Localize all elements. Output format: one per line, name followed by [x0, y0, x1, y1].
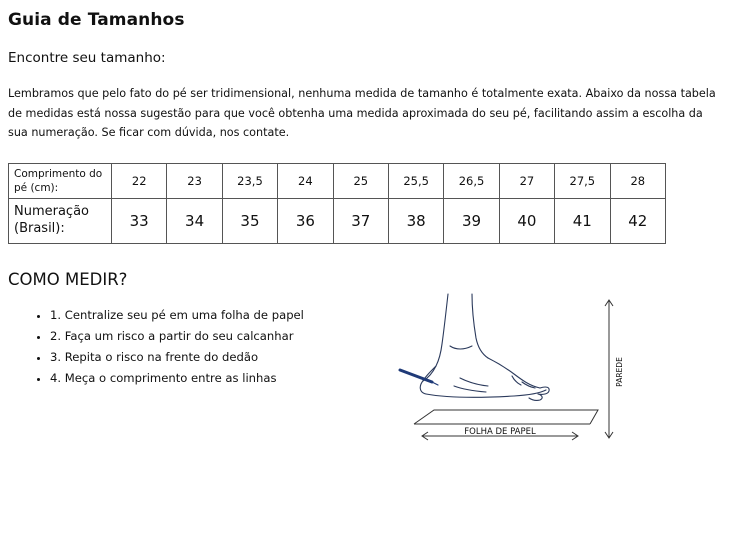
cell-size-7: 40 [499, 199, 554, 244]
list-item: • 3. Repita o risco na frente do dedão [50, 347, 742, 368]
list-item: • 2. Faça um risco a partir do seu calcanhar [50, 326, 742, 347]
figure-label-wall: PAREDE [615, 357, 624, 387]
row-label-size: Numeração (Brasil): [9, 199, 112, 244]
cell-size-2: 35 [222, 199, 277, 244]
list-item: • 1. Centralize seu pé em uma folha de papel [50, 305, 742, 326]
section-subtitle: Encontre seu tamanho: [8, 50, 166, 66]
cell-length-3: 24 [278, 163, 333, 198]
cell-length-1: 23 [167, 163, 222, 198]
cell-size-0: 33 [112, 199, 167, 244]
cell-size-8: 41 [555, 199, 610, 244]
list-item: • 4. Meça o comprimento entre as linhas [50, 368, 742, 389]
measurement-diagram [390, 286, 640, 451]
cell-length-9: 28 [610, 163, 665, 198]
row-label-length: Comprimento do pé (cm): [9, 163, 112, 198]
cell-length-2: 23,5 [222, 163, 277, 198]
cell-length-8: 27,5 [555, 163, 610, 198]
intro-paragraph: Lembramos que pelo fato do pé ser tridimensional, nenhuma medida de tamanho é totalmente exata. Abaixo da nossa tabela de medidas está nossa sugestão para que você obtenha uma medida aproximada do seu pé, facilitando assim a escolha da sua numeração. Se ficar com dúvida, nos contate. [8, 87, 716, 140]
cell-size-6: 39 [444, 199, 499, 244]
cell-size-4: 37 [333, 199, 388, 244]
cell-size-3: 36 [278, 199, 333, 244]
cell-length-0: 22 [112, 163, 167, 198]
cell-length-5: 25,5 [388, 163, 443, 198]
figure-label-paper: FOLHA DE PAPEL [464, 427, 536, 437]
table-row-length [9, 163, 666, 198]
page-title: Guia de Tamanhos [8, 10, 185, 30]
cell-length-4: 25 [333, 163, 388, 198]
cell-length-7: 27 [499, 163, 554, 198]
howto-title: COMO MEDIR? [8, 270, 128, 290]
table-row-size [9, 199, 666, 244]
cell-length-6: 26,5 [444, 163, 499, 198]
size-table [8, 163, 666, 244]
cell-size-5: 38 [388, 199, 443, 244]
cell-size-1: 34 [167, 199, 222, 244]
cell-size-9: 42 [610, 199, 665, 244]
